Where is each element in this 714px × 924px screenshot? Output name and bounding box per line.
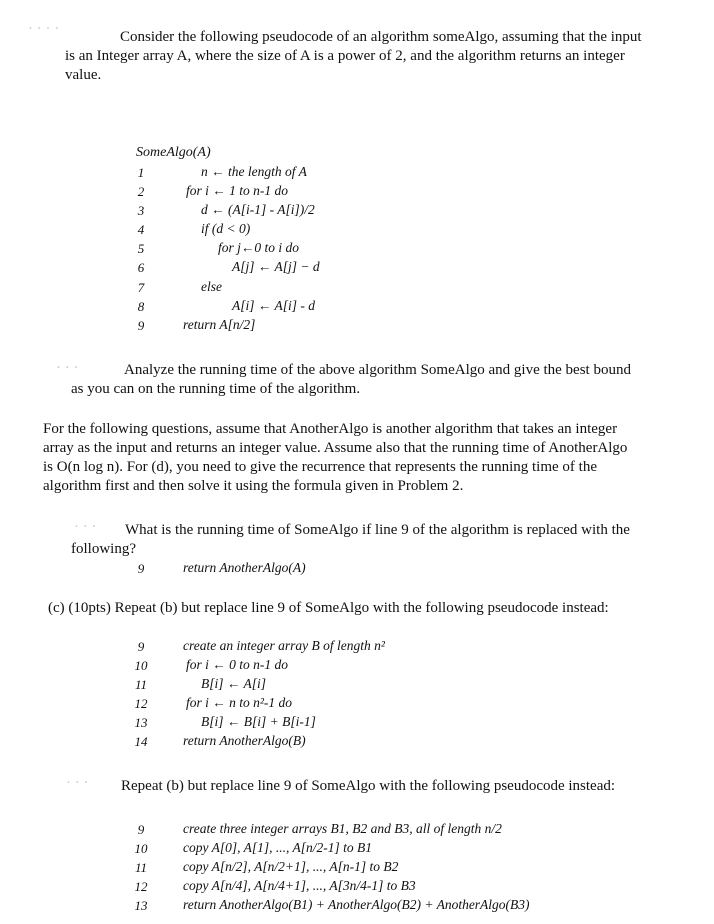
intro-line-1: Consider the following pseudocode of an algorithm someAlgo, assuming that the input: [120, 29, 642, 45]
algo-line-code: return A[n/2]: [183, 317, 256, 332]
faint-label-1: · · · ·: [28, 21, 60, 37]
algo-line-number: 6: [137, 260, 145, 275]
part-a-line-1: Analyze the running time of the above algorithm SomeAlgo and give the best bound: [124, 362, 631, 378]
algo-line-code: d ← (A[i-1] - A[i])/2: [201, 202, 315, 217]
algo-line-number: 9: [137, 318, 145, 333]
part-d-line-number: 10: [134, 841, 148, 856]
algo-line-code: A[i] ← A[i] - d: [232, 298, 316, 313]
part-c-line-code: return AnotherAlgo(B): [183, 733, 306, 748]
instructions-line-3: is O(n log n). For (d), you need to give the recurrence that represents the running time of the: [43, 459, 597, 475]
part-c-line-number: 12: [134, 696, 148, 711]
part-c-line-code: B[i] ← A[i]: [201, 676, 267, 691]
faint-label-2: · · ·: [56, 360, 79, 376]
part-d-line-code: create three integer arrays B1, B2 and B3, all of length n/2: [183, 821, 502, 836]
faint-label-3: · · ·: [74, 519, 97, 535]
part-d-line-number: 11: [134, 860, 148, 875]
part-b-code: return AnotherAlgo(A): [183, 560, 306, 575]
part-c-line-code: create an integer array B of length n²: [183, 638, 385, 653]
part-d-line-number: 13: [134, 898, 148, 913]
algo-line-number: 1: [137, 165, 145, 180]
part-d-text: Repeat (b) but replace line 9 of SomeAlgo with the following pseudocode instead:: [121, 778, 616, 794]
part-d-line-code: copy A[0], A[1], ..., A[n/2-1] to B1: [183, 840, 373, 855]
algo-title: SomeAlgo(A): [136, 145, 211, 160]
intro-line-2: is an Integer array A, where the size of A is a power of 2, and the algorithm returns an integer: [65, 48, 625, 64]
part-d-line-number: 9: [137, 822, 145, 837]
part-c-line-number: 13: [134, 715, 148, 730]
part-c-line-code: for i ← 0 to n-1 do: [186, 657, 289, 672]
part-d-line-number: 12: [134, 879, 148, 894]
part-b-line-2: following?: [71, 541, 136, 557]
part-b-line-number: 9: [137, 561, 145, 576]
intro-line-3: value.: [65, 67, 102, 83]
algo-line-number: 2: [137, 184, 145, 199]
instructions-line-2: array as the input and returns an integer value. Assume also that the running time of AnotherAlgo: [43, 440, 628, 456]
part-b-line-1: What is the running time of SomeAlgo if line 9 of the algorithm is replaced with the: [125, 522, 630, 538]
algo-line-code: if (d < 0): [201, 221, 251, 236]
part-c-line-code: for i ← n to n²-1 do: [186, 695, 293, 710]
part-c-line-number: 11: [134, 677, 148, 692]
algo-line-code: else: [201, 279, 222, 294]
algo-line-code: for i ← 1 to n-1 do: [186, 183, 289, 198]
algo-line-number: 4: [137, 222, 145, 237]
part-c-line-code: B[i] ← B[i] + B[i-1]: [201, 714, 316, 729]
algo-line-number: 8: [137, 299, 145, 314]
algo-line-number: 3: [137, 203, 145, 218]
part-d-line-code: copy A[n/2], A[n/2+1], ..., A[n-1] to B2: [183, 859, 399, 874]
part-d-line-code: return AnotherAlgo(B1) + AnotherAlgo(B2) + AnotherAlgo(B3): [183, 897, 530, 912]
algo-line-code: for j←0 to i do: [218, 240, 300, 255]
part-c-text: (c) (10pts) Repeat (b) but replace line 9 of SomeAlgo with the following pseudocode instead:: [48, 600, 609, 616]
part-c-line-number: 14: [134, 734, 148, 749]
instructions-line-1: For the following questions, assume that AnotherAlgo is another algorithm that takes an integer: [43, 421, 618, 437]
algo-line-number: 7: [137, 280, 145, 295]
part-d-line-code: copy A[n/4], A[n/4+1], ..., A[3n/4-1] to B3: [183, 878, 416, 893]
part-a-line-2: as you can on the running time of the algorithm.: [71, 381, 361, 397]
instructions-line-4: algorithm first and then solve it using the formula given in Problem 2.: [43, 478, 464, 494]
part-c-line-number: 9: [137, 639, 145, 654]
algo-line-number: 5: [137, 241, 145, 256]
part-c-line-number: 10: [134, 658, 148, 673]
algo-line-code: n ← the length of A: [201, 164, 307, 179]
faint-label-4: · · ·: [66, 775, 89, 791]
algo-line-code: A[j] ← A[j] − d: [232, 259, 320, 274]
